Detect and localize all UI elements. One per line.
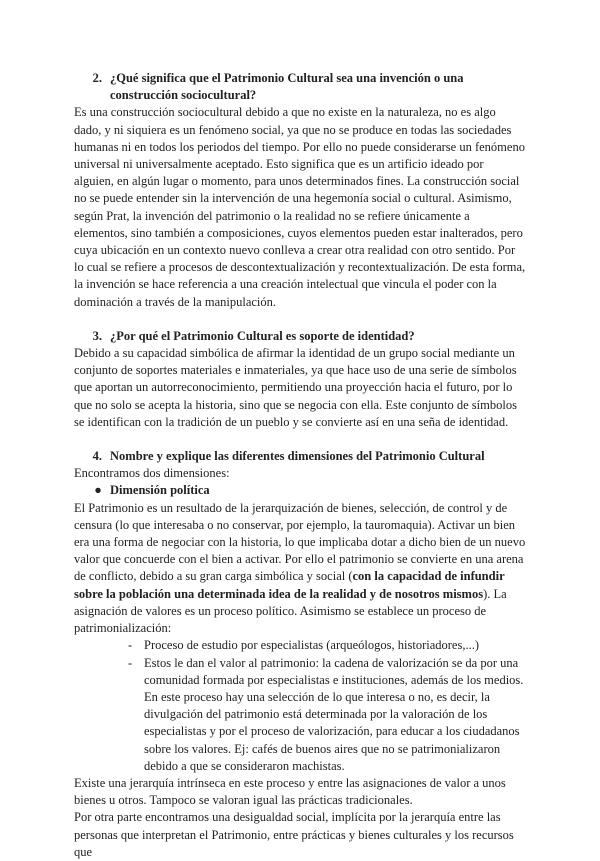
political-text-bold: con la capacidad de infundir sobre la población una determinada idea de la realidad y de nosotros mismos <box>74 569 505 601</box>
section-3-heading <box>74 328 526 345</box>
section-4-intro: Encontramos dos dimensiones: <box>74 466 230 481</box>
section-2-title: ¿Qué significa que el Patrimonio Cultural sea una invención o una construcción sociocultural? <box>110 71 464 103</box>
dash-item-2 <box>128 655 526 775</box>
section-3-title: ¿Por qué el Patrimonio Cultural es soporte de identidad? <box>110 328 415 343</box>
political-text-start: El Patrimonio es un resultado de la jerarquización de bienes, selección, de control y de censura (lo que interesaba o no conservar, por ejemplo, la tauromaquia). Activar un bien era una forma de negociar con la historia, lo que implicaba dotar a dicho bien de un nuevo valor que concuerde con el bien a activar. Por ello el patrimonio se convierte en una arena de conflicto, debido a su gran carga simbólica y social ( <box>74 500 526 584</box>
document-content <box>74 70 526 861</box>
inequality-paragraph: Por otra parte encontramos una desigualdad social, implícita por la jerarquía entre las personas que interpretan el Patrimonio, entre prácticas y bienes culturales y los recursos que <box>74 810 514 859</box>
dash-marker: - <box>128 638 133 653</box>
section-4-number: 4. <box>92 449 102 464</box>
section-2-body: Es una construcción sociocultural debido a que no existe en la naturaleza, no es algo dado, y ni siquiera es un fenómeno social, ya que no se produce en todas las sociedades humanas ni en todos los periodos del tiempo. Por ello no puede considerarse un fenómeno universal ni universalmente aceptado. Esto significa que es un artificio ideado por alguien, en algún lugar o momento, para unos determinados fines. La construcción social no se puede entender sin la intervención de una hegemonía social o cultural. Asimismo, según Prat, la invención del patrimonio o la realidad no se refiere únicamente a elementos, sino también a composiciones, cuyos elementos pueden estar inalterados, pero cuya ubicación en un contexto nuevo conlleva a crear otra realidad con otro sentido. Por lo cual se refiere a procesos de descontextualización y recontextualización. De esta forma, la invención se hace referencia a una creación intelectual que vincula el poder con la dominación a través de la manipulación. <box>74 105 526 309</box>
dash-item-1-text: Proceso de estudio por especialistas (arqueólogos, historiadores,...) <box>144 638 479 653</box>
spacer <box>74 311 526 328</box>
section-4-title: Nombre y explique las diferentes dimensiones del Patrimonio Cultural <box>110 449 485 464</box>
bullet-dot-icon: ● <box>94 483 102 498</box>
dash-item-1 <box>128 637 526 654</box>
bullet-title: Dimensión política <box>110 483 210 498</box>
political-paragraph <box>74 500 526 638</box>
spacer <box>74 431 526 448</box>
dash-marker: - <box>128 655 133 670</box>
bullet-political-dimension <box>74 482 526 499</box>
section-2-number: 2. <box>92 71 102 85</box>
section-3-number: 3. <box>92 328 102 343</box>
political-text-end: ). La asignación de valores es un proceso político. Asimismo se establece un proceso de patrimonialización: <box>74 586 507 636</box>
section-4-heading <box>74 448 526 465</box>
section-3-body: Debido a su capacidad simbólica de afirmar la identidad de un grupo social mediante un conjunto de soportes materiales e inmateriales, ya que hace uso de una serie de símbolos que aportan un autorreconocimiento, permitiendo una proyección hacia el futuro, por lo que no solo se acepta la historia, sino que se negocia con ella. Este conjunto de símbolos se identifican con la tradición de un pueblo y se convierte así en una seña de identidad. <box>74 346 517 429</box>
hierarchy-paragraph: Existe una jerarquía intrínseca en este proceso y entre las asignaciones de valor a unos bienes u otros. Tampoco se valoran igual las prácticas tradicionales. <box>74 775 506 808</box>
section-2-heading <box>74 70 526 104</box>
dash-item-2-text: Estos le dan el valor al patrimonio: la cadena de valorización se da por una comunidad formada por especialistas e instituciones, además de los medios. En este proceso hay una selección de lo que interesa o no, es decir, la divulgación del patrimonio está determinada por la valoración de los especialistas y por el proceso de valorización, para educar a los ciudadanos sobre los valores. Ej: cafés de buenos aires que no se patrimonializaron debido a que se consideraron machistas. <box>144 655 524 773</box>
